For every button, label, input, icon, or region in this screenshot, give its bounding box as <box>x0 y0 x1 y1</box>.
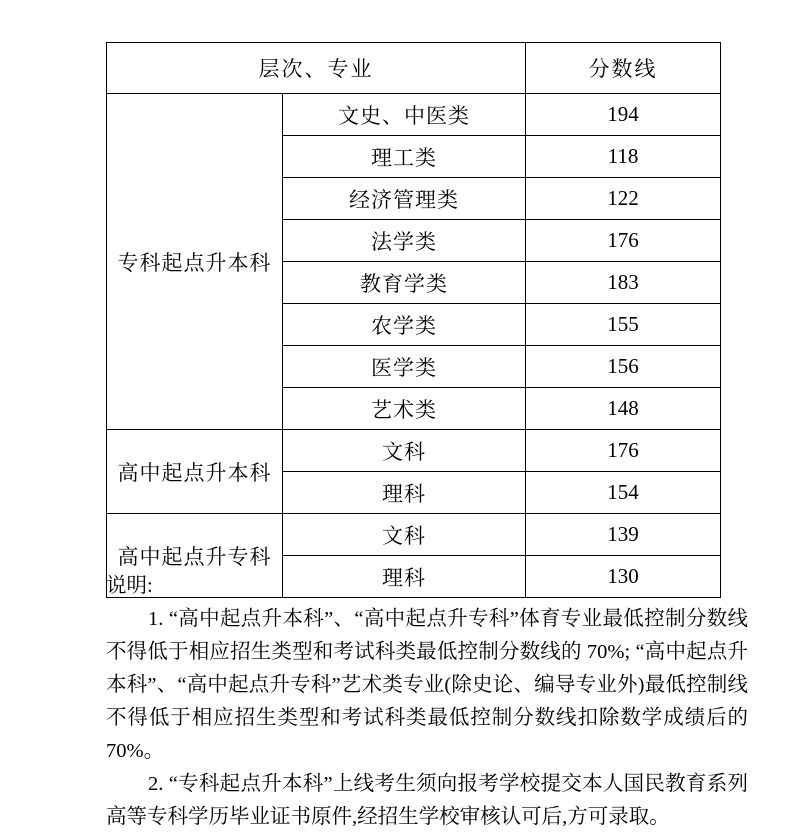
level-cell-group-1: 高中起点升本科 <box>107 430 283 514</box>
major-cell: 理科 <box>283 556 526 598</box>
score-cell: 183 <box>526 262 721 304</box>
score-cell: 194 <box>526 94 721 136</box>
table-row <box>107 94 721 136</box>
table-row <box>107 514 721 556</box>
notes-title: 说明: <box>106 575 153 597</box>
level-cell-group-0: 专科起点升本科 <box>107 94 283 430</box>
score-line-table-container <box>106 42 720 598</box>
score-cell: 118 <box>526 136 721 178</box>
score-cell: 139 <box>526 514 721 556</box>
score-cell: 176 <box>526 220 721 262</box>
major-cell: 文科 <box>283 514 526 556</box>
score-cell: 130 <box>526 556 721 598</box>
major-cell: 法学类 <box>283 220 526 262</box>
score-line-table <box>106 42 721 598</box>
major-cell: 农学类 <box>283 304 526 346</box>
table-header-row <box>107 43 721 94</box>
note-item-2: 2. “专科起点升本科”上线考生须向报考学校提交本人国民教育系列高等专科学历毕业证书原件,经招生学校审核认可后,方可录取。 <box>106 773 748 828</box>
major-cell: 文史、中医类 <box>283 94 526 136</box>
notes-section <box>106 570 748 834</box>
table-row <box>107 430 721 472</box>
level-cell-group-2: 高中起点升专科 <box>107 514 283 598</box>
score-cell: 176 <box>526 430 721 472</box>
major-cell: 艺术类 <box>283 388 526 430</box>
score-cell: 148 <box>526 388 721 430</box>
score-cell: 154 <box>526 472 721 514</box>
header-level-major: 层次、专业 <box>107 43 526 94</box>
major-cell: 理工类 <box>283 136 526 178</box>
score-cell: 155 <box>526 304 721 346</box>
major-cell: 经济管理类 <box>283 178 526 220</box>
major-cell: 教育学类 <box>283 262 526 304</box>
score-cell: 156 <box>526 346 721 388</box>
note-item-1: 1. “高中起点升本科”、“高中起点升专科”体育专业最低控制分数线不得低于相应招生类型和考试科类最低控制分数线的 70%; “高中起点升本科”、“高中起点升专科”艺术类专业(除史论、编导专业外)最低控制线不得低于相应招生类型和考试科类最低控制分数线扣除数学成绩后的 70%。 <box>106 608 748 762</box>
major-cell: 文科 <box>283 430 526 472</box>
header-score-line: 分数线 <box>526 43 721 94</box>
major-cell: 理科 <box>283 472 526 514</box>
score-cell: 122 <box>526 178 721 220</box>
major-cell: 医学类 <box>283 346 526 388</box>
